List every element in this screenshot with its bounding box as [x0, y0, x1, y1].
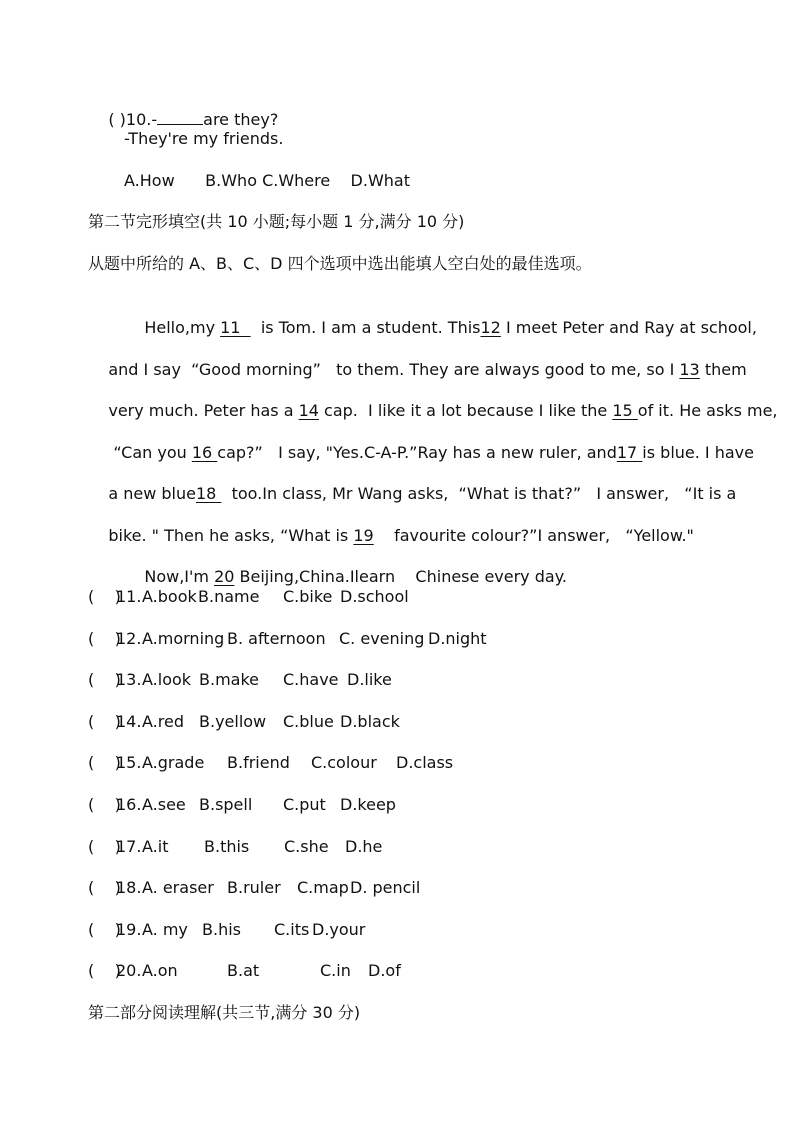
blank-15: 15 — [612, 401, 638, 420]
option-b: B.make — [199, 670, 259, 689]
answer-bracket[interactable]: ( ) — [88, 961, 121, 980]
part-title: 第二部分阅读理解(共三节,满分 30 分) — [88, 1003, 361, 1022]
blank-16: 16 — [191, 443, 218, 462]
option-row-16 — [88, 794, 708, 816]
option-b: B.ruler — [227, 878, 281, 897]
answer-bracket[interactable]: ( ) — [88, 753, 121, 772]
question-10-options: A.How B.Who C.Where D.What — [124, 171, 410, 190]
option-row-13 — [88, 669, 708, 691]
answer-bracket[interactable]: ( ) — [88, 878, 121, 897]
option-a: A.it — [142, 837, 169, 856]
question-10-blank — [157, 110, 203, 125]
passage-text: Beijing,China.Ilearn Chinese every day. — [234, 567, 567, 586]
option-b: B. afternoon — [227, 629, 326, 648]
passage-text: of it. He asks me, — [637, 401, 778, 420]
option-row-14 — [88, 711, 708, 733]
option-c: C.put — [283, 795, 326, 814]
section-title: 第二节完形填空(共 10 小题;每小题 1 分,满分 10 分) — [88, 212, 465, 231]
option-d: D.black — [340, 712, 400, 731]
passage-text: a new blue — [108, 484, 196, 503]
question-number: 18. — [116, 878, 142, 897]
question-number: 17. — [116, 837, 142, 856]
option-a: A. eraser — [142, 878, 214, 897]
passage-text: very much. Peter has a — [108, 401, 299, 420]
passage-text: them — [699, 360, 747, 379]
passage-text: cap?” I say, "Yes.C-A-P.”Ray has a new ruler, and — [217, 443, 617, 462]
section-instruction: 从题中所给的 A、B、C、D 四个选项中选出能填人空白处的最佳选项。 — [88, 254, 592, 273]
option-d: D.class — [396, 753, 454, 772]
option-c: C.blue — [283, 712, 334, 731]
option-b: B.this — [204, 837, 250, 856]
option-b: B.at — [227, 961, 260, 980]
passage-text: and I say “Good morning” to them. They are always good to me, so I — [108, 360, 680, 379]
option-c: C.colour — [311, 753, 377, 772]
passage-text: bike. " Then he asks, “What is — [108, 526, 354, 545]
option-row-12 — [88, 628, 708, 650]
option-c: C.its — [274, 920, 310, 939]
option-a: A.red — [142, 712, 184, 731]
answer-bracket[interactable]: ( ) — [88, 795, 121, 814]
option-d: D.school — [340, 587, 409, 606]
option-c: C.she — [284, 837, 329, 856]
option-row-17 — [88, 836, 708, 858]
option-b: B.name — [198, 587, 260, 606]
passage-text: favourite colour?”I answer, “Yellow." — [373, 526, 694, 545]
passage-text: I meet Peter and Ray at school, — [500, 318, 757, 337]
blank-20: 20 — [214, 567, 235, 586]
passage-text: too.In class, Mr Wang asks, “What is that?” I answer, “It is a — [221, 484, 737, 503]
option-b: B.his — [202, 920, 241, 939]
option-row-20 — [88, 960, 708, 982]
question-10-prefix: ( )10.- — [108, 110, 158, 129]
option-d: D.your — [312, 920, 366, 939]
blank-11: 11 — [220, 318, 251, 337]
question-number: 13. — [116, 670, 142, 689]
question-number: 15. — [116, 753, 142, 772]
blank-12: 12 — [480, 318, 501, 337]
option-c: C.map — [297, 878, 349, 897]
option-c: C. evening — [339, 629, 425, 648]
passage-text: cap. I like it a lot because I like the — [318, 401, 613, 420]
question-number: 20. — [116, 961, 142, 980]
passage-text: “Can you — [108, 443, 192, 462]
option-a: A.book — [142, 587, 197, 606]
question-10-answer: -They're my friends. — [124, 129, 284, 148]
answer-bracket[interactable]: ( ) — [88, 629, 121, 648]
question-number: 16. — [116, 795, 142, 814]
question-number: 19. — [116, 920, 142, 939]
answer-bracket[interactable]: ( ) — [88, 670, 121, 689]
passage-text: is blue. I have — [642, 443, 754, 462]
blank-14: 14 — [298, 401, 319, 420]
option-c: C.in — [320, 961, 351, 980]
option-d: D. pencil — [350, 878, 421, 897]
answer-bracket[interactable]: ( ) — [88, 837, 121, 856]
answer-bracket[interactable]: ( ) — [88, 712, 121, 731]
blank-17: 17 — [616, 443, 643, 462]
option-d: D.night — [428, 629, 487, 648]
option-d: D.like — [347, 670, 392, 689]
option-row-18 — [88, 877, 708, 899]
option-row-15 — [88, 752, 708, 774]
option-b: B.spell — [199, 795, 253, 814]
answer-bracket[interactable]: ( ) — [88, 587, 121, 606]
option-a: A.on — [142, 961, 178, 980]
blank-13: 13 — [679, 360, 700, 379]
option-d: D.keep — [340, 795, 396, 814]
passage-text: Hello,my — [144, 318, 221, 337]
question-number: 14. — [116, 712, 142, 731]
question-10-suffix: are they? — [203, 110, 279, 129]
option-d: D.he — [345, 837, 383, 856]
option-row-11 — [88, 586, 708, 608]
option-a: A.morning — [142, 629, 225, 648]
blank-18: 18 — [195, 484, 222, 503]
option-a: A.see — [142, 795, 186, 814]
option-b: B.friend — [227, 753, 290, 772]
question-number: 12. — [116, 629, 142, 648]
option-d: D.of — [368, 961, 401, 980]
option-a: A.grade — [142, 753, 205, 772]
blank-19: 19 — [353, 526, 374, 545]
option-a: A.look — [142, 670, 192, 689]
question-number: 11. — [116, 587, 142, 606]
option-c: C.bike — [283, 587, 333, 606]
option-c: C.have — [283, 670, 339, 689]
option-b: B.yellow — [199, 712, 267, 731]
option-a: A. my — [142, 920, 188, 939]
passage-text: is Tom. I am a student. This — [250, 318, 481, 337]
passage-text: Now,I'm — [144, 567, 215, 586]
answer-bracket[interactable]: ( ) — [88, 920, 121, 939]
option-row-19 — [88, 919, 708, 941]
